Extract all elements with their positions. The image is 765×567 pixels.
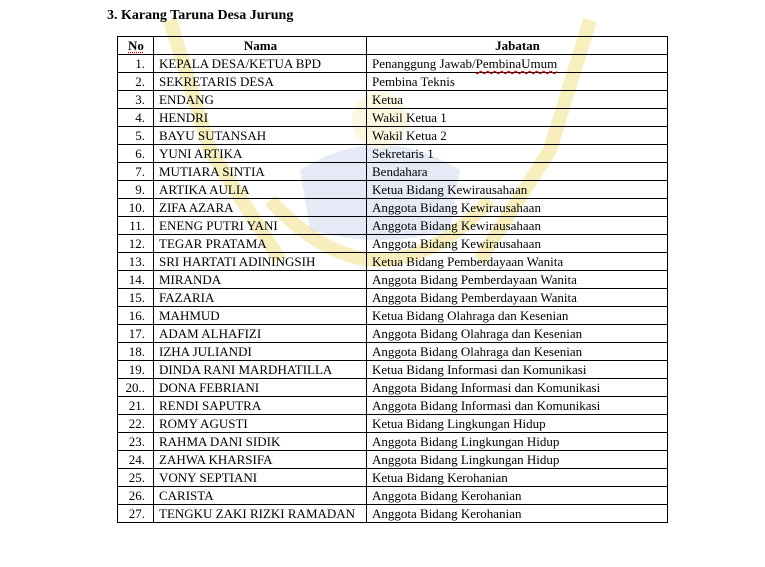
table-row (118, 181, 668, 199)
cell-nama: ZIFA AZARA (154, 199, 367, 217)
cell-nama: MAHMUD (154, 307, 367, 325)
cell-no: 18. (118, 343, 154, 361)
cell-jabatan: Wakil Ketua 1 (367, 109, 668, 127)
cell-jabatan: Anggota Bidang Informasi dan Komunikasi (367, 397, 668, 415)
table-row (118, 487, 668, 505)
cell-jabatan: Anggota Bidang Kewirausahaan (367, 217, 668, 235)
cell-no: 10. (118, 199, 154, 217)
table-row (118, 235, 668, 253)
cell-no: 3. (118, 91, 154, 109)
cell-nama: BAYU SUTANSAH (154, 127, 367, 145)
table-row (118, 91, 668, 109)
column-header-nama: Nama (154, 37, 367, 55)
cell-no: 16. (118, 307, 154, 325)
cell-no: 9. (118, 181, 154, 199)
cell-nama: IZHA JULIANDI (154, 343, 367, 361)
cell-jabatan: Anggota Bidang Olahraga dan Kesenian (367, 343, 668, 361)
cell-jabatan: Wakil Ketua 2 (367, 127, 668, 145)
cell-no: 2. (118, 73, 154, 91)
table-row (118, 271, 668, 289)
table-row (118, 469, 668, 487)
cell-jabatan: Anggota Bidang Kewirausahaan (367, 199, 668, 217)
cell-nama: KEPALA DESA/KETUA BPD (154, 55, 367, 73)
cell-no: 26. (118, 487, 154, 505)
table-row (118, 307, 668, 325)
cell-jabatan: Ketua Bidang Kerohanian (367, 469, 668, 487)
cell-jabatan: Anggota Bidang Lingkungan Hidup (367, 433, 668, 451)
cell-jabatan: Sekretaris 1 (367, 145, 668, 163)
column-header-no: No (118, 37, 154, 55)
table-row (118, 505, 668, 523)
table-row (118, 451, 668, 469)
cell-nama: CARISTA (154, 487, 367, 505)
cell-nama: RENDI SAPUTRA (154, 397, 367, 415)
cell-no: 4. (118, 109, 154, 127)
cell-nama: ROMY AGUSTI (154, 415, 367, 433)
cell-no: 5. (118, 127, 154, 145)
cell-nama: ADAM ALHAFIZI (154, 325, 367, 343)
cell-nama: ZAHWA KHARSIFA (154, 451, 367, 469)
cell-nama: HENDRI (154, 109, 367, 127)
cell-no: 25. (118, 469, 154, 487)
table-row (118, 289, 668, 307)
cell-no: 21. (118, 397, 154, 415)
cell-no: 13. (118, 253, 154, 271)
section-heading: 3. Karang Taruna Desa Jurung (107, 8, 294, 23)
table-row (118, 325, 668, 343)
table-row (118, 433, 668, 451)
cell-jabatan: Anggota Bidang Informasi dan Komunikasi (367, 379, 668, 397)
cell-nama: DINDA RANI MARDHATILLA (154, 361, 367, 379)
cell-nama: ARTIKA AULIA (154, 181, 367, 199)
cell-jabatan: Anggota Bidang Lingkungan Hidup (367, 451, 668, 469)
cell-nama: ENENG PUTRI YANI (154, 217, 367, 235)
cell-nama: DONA FEBRIANI (154, 379, 367, 397)
cell-no: 12. (118, 235, 154, 253)
table-row (118, 415, 668, 433)
cell-jabatan: Anggota Bidang Pemberdayaan Wanita (367, 271, 668, 289)
cell-jabatan: Ketua (367, 91, 668, 109)
member-table (117, 36, 668, 523)
table-row (118, 217, 668, 235)
cell-jabatan: Ketua Bidang Olahraga dan Kesenian (367, 307, 668, 325)
cell-nama: RAHMA DANI SIDIK (154, 433, 367, 451)
cell-no: 24. (118, 451, 154, 469)
cell-nama: SRI HARTATI ADININGSIH (154, 253, 367, 271)
cell-no: 23. (118, 433, 154, 451)
table-row (118, 361, 668, 379)
cell-jabatan: Pembina Teknis (367, 73, 668, 91)
cell-jabatan: Ketua Bidang Kewirausahaan (367, 181, 668, 199)
cell-jabatan: Ketua Bidang Informasi dan Komunikasi (367, 361, 668, 379)
table-row (118, 379, 668, 397)
cell-nama: TEGAR PRATAMA (154, 235, 367, 253)
cell-nama: MIRANDA (154, 271, 367, 289)
cell-no: 15. (118, 289, 154, 307)
cell-jabatan: Anggota Bidang Kerohanian (367, 505, 668, 523)
cell-nama: SEKRETARIS DESA (154, 73, 367, 91)
table-row (118, 397, 668, 415)
cell-jabatan: Ketua Bidang Lingkungan Hidup (367, 415, 668, 433)
cell-nama: MUTIARA SINTIA (154, 163, 367, 181)
cell-no: 1. (118, 55, 154, 73)
cell-no: 22. (118, 415, 154, 433)
cell-no: 19. (118, 361, 154, 379)
table-row (118, 109, 668, 127)
table-row (118, 127, 668, 145)
table-row (118, 55, 668, 73)
cell-jabatan: Bendahara (367, 163, 668, 181)
cell-no: 14. (118, 271, 154, 289)
cell-no: 27. (118, 505, 154, 523)
cell-no: 11. (118, 217, 154, 235)
column-header-jabatan: Jabatan (367, 37, 668, 55)
cell-no: 17. (118, 325, 154, 343)
cell-jabatan: Anggota Bidang Pemberdayaan Wanita (367, 289, 668, 307)
cell-nama: YUNI ARTIKA (154, 145, 367, 163)
table-row (118, 163, 668, 181)
cell-jabatan: Anggota Bidang Olahraga dan Kesenian (367, 325, 668, 343)
cell-no: 20.. (118, 379, 154, 397)
cell-jabatan: Anggota Bidang Kerohanian (367, 487, 668, 505)
table-row (118, 253, 668, 271)
cell-nama: TENGKU ZAKI RIZKI RAMADAN (154, 505, 367, 523)
cell-jabatan: Penanggung Jawab/PembinaUmum (367, 55, 668, 73)
cell-no: 7. (118, 163, 154, 181)
table-row (118, 343, 668, 361)
cell-nama: FAZARIA (154, 289, 367, 307)
table-row (118, 145, 668, 163)
table-row (118, 199, 668, 217)
table-header-row (118, 37, 668, 55)
table-row (118, 73, 668, 91)
cell-nama: VONY SEPTIANI (154, 469, 367, 487)
cell-jabatan: Anggota Bidang Kewirausahaan (367, 235, 668, 253)
cell-no: 6. (118, 145, 154, 163)
cell-nama: ENDANG (154, 91, 367, 109)
cell-jabatan: Ketua Bidang Pemberdayaan Wanita (367, 253, 668, 271)
